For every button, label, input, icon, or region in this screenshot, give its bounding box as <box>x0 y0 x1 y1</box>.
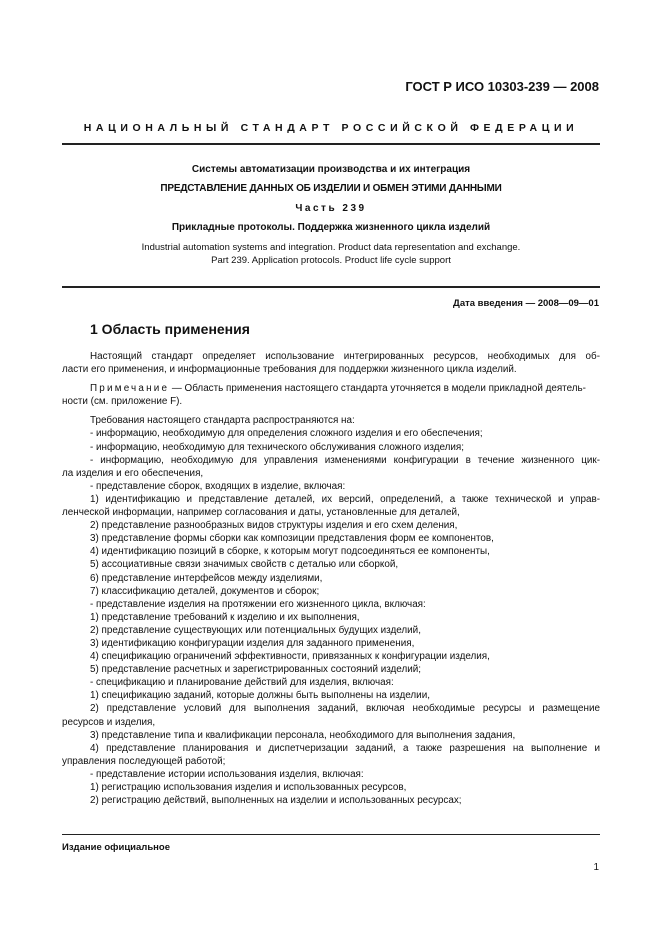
page-number: 1 <box>593 862 599 873</box>
list-item: 2) представление существующих или потенциальных будущих изделий, <box>90 624 421 636</box>
list-item: 1) регистрацию использования изделия и использованных ресурсов, <box>90 782 407 793</box>
list-item: 1) спецификацию заданий, которые должны быть выполнены на изделии, <box>90 690 430 702</box>
section-heading: 1 Область применения <box>90 321 250 337</box>
list-item: 4) представление планирования и диспетчеризации заданий, а также разрешения на выполнение и <box>90 742 600 754</box>
footer-rule <box>62 834 600 835</box>
title-part <box>62 203 600 214</box>
title-line-2: ПРЕДСТАВЛЕНИЕ ДАННЫХ ОБ ИЗДЕЛИИ И ОБМЕН ЭТИМИ ДАННЫМИ <box>160 183 502 194</box>
requirements-list <box>62 414 600 807</box>
header-rule <box>62 143 600 145</box>
list-item: 5) представление расчетных и зарегистрированных состояний изделий; <box>90 664 421 676</box>
document-code: ГОСТ Р ИСО 10303-239 — 2008 <box>405 79 599 94</box>
list-item: ла изделия и его обеспечения, <box>62 467 204 479</box>
list-item: 4) идентификацию позиций в сборке, к которым могут подсоединяться ее компоненты, <box>90 546 490 558</box>
list-item: 2) представление разнообразных видов структуры изделия и его схем деления, <box>90 520 458 532</box>
introduction-date: Дата введения — 2008—09—01 <box>453 298 599 309</box>
list-item: - спецификацию и планирование действий для изделия, включая: <box>90 677 394 689</box>
list-item: 3) представление типа и квалификации персонала, необходимого для выполнения задания, <box>90 729 516 741</box>
title-rule <box>62 286 600 288</box>
list-item: 6) представление интерфейсов между изделиями, <box>90 572 323 584</box>
title-line-1: Системы автоматизации производства и их интеграция <box>191 164 471 175</box>
title-english-2: Part 239. Application protocols. Product life cycle support <box>211 255 451 266</box>
list-item: - представление изделия на протяжении его жизненного цикла, включая: <box>90 598 426 610</box>
paragraph-1-line-2: ласти его применения, и информационные требования для поддержки жизненного цикла изделий. <box>62 364 517 376</box>
edition-label: Издание официальное <box>62 842 170 853</box>
list-item: 3) идентификацию конфигурации изделия для заданного применения, <box>90 637 415 649</box>
note-line-1 <box>62 382 600 395</box>
list-item: ресурсов и изделия, <box>62 716 156 728</box>
list-item: 3) представление формы сборки как композиции представления форм ее компонентов, <box>90 533 494 545</box>
paragraph-1-line-1: Настоящий стандарт определяет использование интегрированных ресурсов, необходимых для об- <box>90 351 600 362</box>
list-item: 7) классификацию деталей, документов и сборок; <box>90 585 320 597</box>
list-item: 2) регистрацию действий, выполненных на изделии и использованных ресурсах; <box>90 795 462 807</box>
standard-banner: НАЦИОНАЛЬНЫЙ СТАНДАРТ РОССИЙСКОЙ ФЕДЕРАЦИИ <box>83 122 579 134</box>
list-item: - информацию, необходимую для определения сложного изделия и его обеспечения; <box>90 428 483 440</box>
list-item: 4) спецификацию ограничений эффективности, привязанных к конфигурации изделия, <box>90 651 490 663</box>
title-part-text: Часть 239 <box>295 203 367 214</box>
list-item: 1) идентификацию и представление деталей, их версий, определений, а также технической и управ- <box>90 493 600 505</box>
list-item: управления последующей работой; <box>62 755 226 767</box>
note-label: Примечание <box>90 383 170 395</box>
list-item: 5) ассоциативные связи значимых свойств с деталью или сборкой, <box>90 559 399 571</box>
list-item: ленческой информации, например согласования и даты, установленные для деталей, <box>62 507 460 519</box>
list-item: - информацию, необходимую для технического обслуживания сложного изделия; <box>90 441 464 453</box>
note-line-2: ности (см. приложение F). <box>62 396 183 408</box>
note-text: — Область применения настоящего стандарта уточняется в модели прикладной деятель- <box>169 383 586 395</box>
list-item: Требования настоящего стандарта распространяются на: <box>90 415 355 427</box>
list-item: - представление истории использования изделия, включая: <box>90 768 364 780</box>
list-item: 2) представление условий для выполнения заданий, включая необходимые ресурсы и размещение <box>90 703 600 715</box>
section-body <box>62 350 600 807</box>
list-item: - представление сборок, входящих в изделие, включая: <box>90 480 346 492</box>
list-item: 1) представление требований к изделию и их выполнения, <box>90 611 360 623</box>
title-line-3: Прикладные протоколы. Поддержка жизненного цикла изделий <box>171 222 491 233</box>
title-english-1: Industrial automation systems and integration. Product data representation and exchange. <box>141 242 521 253</box>
list-item: - информацию, необходимую для управления изменениями конфигурации в течение жизненного цик- <box>90 454 600 466</box>
